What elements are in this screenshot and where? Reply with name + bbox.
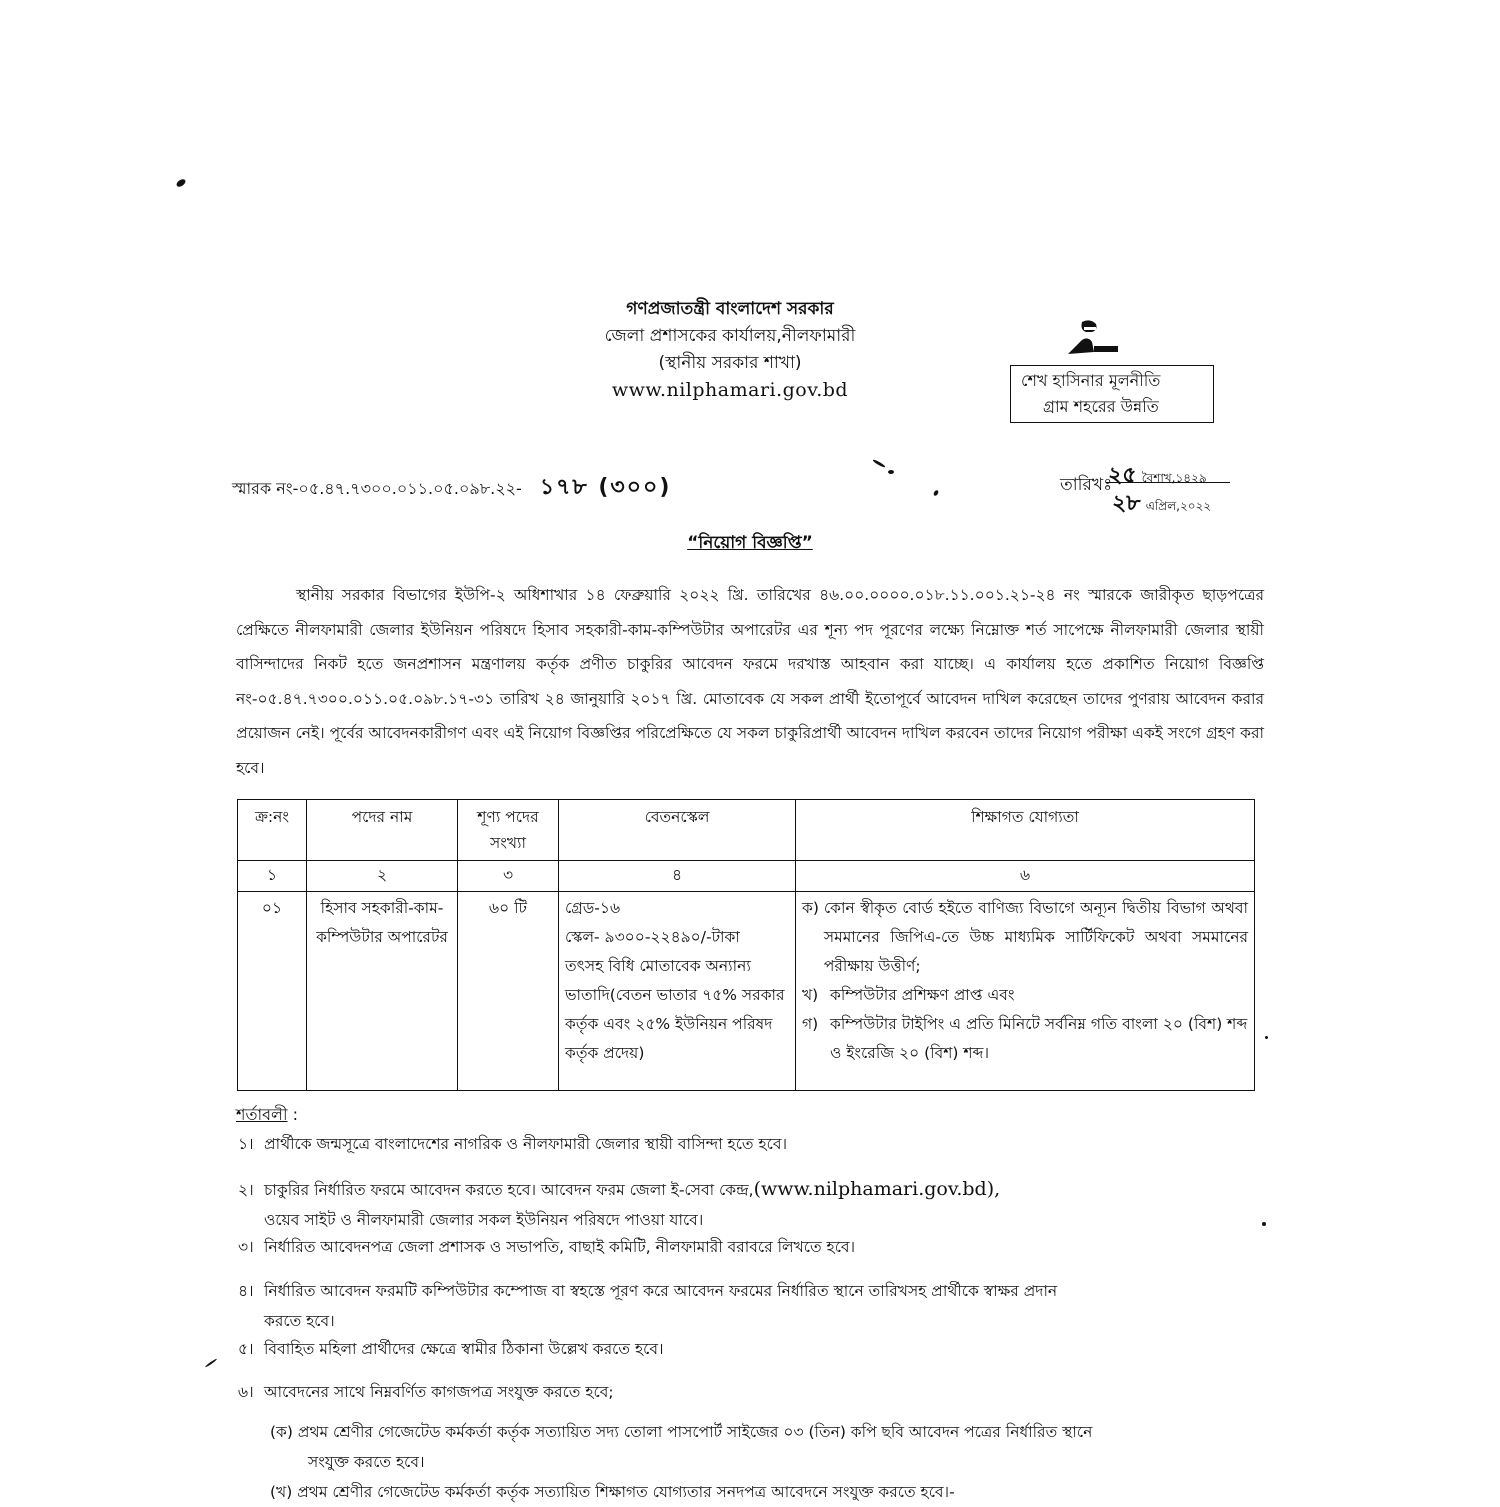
posts-table <box>237 799 1255 1091</box>
table-header-row <box>238 800 1255 861</box>
terms-heading: শর্তাবলী : <box>236 1105 299 1124</box>
branch-name: (স্থানীয় সরকার শাখা) <box>658 353 802 373</box>
scan-mark <box>872 459 886 469</box>
office-header <box>560 296 900 404</box>
memo-label: স্মারক নং-০৫.৪৭.৭৩০০.০১১.০৫.০৯৮.২২- <box>232 479 522 498</box>
qualification-item: খ) কম্পিউটার প্রশিক্ষণ প্রাপ্ত এবং <box>802 986 1015 1004</box>
pay-scale-note: তৎসহ বিধি মোতাবেক অন্যান্য ভাতাদি(বেতন ভাতার ৭৫% সরকার কর্তৃক এবং ২৫% ইউনিয়ন পরিষদ কর্তৃক প্রদেয়) <box>565 957 785 1062</box>
scan-mark <box>1265 1036 1268 1039</box>
term-item-2: ২। চাকুরির নির্ধারিত ফরমে আবেদন করতে হবে। আবেদন ফরম জেলা ই-সেবা কেন্দ্র,(www.nilphamari.gov.bd), ওয়েব সাইট ও নীলফামারী জেলার সকল ইউনিয়ন পরিষদে পাওয়া যাবে। <box>238 1178 1001 1229</box>
notice-title: “নিয়োগ বিজ্ঞপ্তি” <box>687 533 813 553</box>
column-number: ৪ <box>559 861 796 892</box>
table-row <box>238 892 1255 1091</box>
sub-item-kha: (খ) প্রথম শ্রেণীর গেজেটেড কর্মকর্তা কর্তৃক সত্যায়িত শিক্ষাগত যোগ্যতার সনদপত্র আবেদনে সংযুক্ত করতে হবে।- <box>270 1483 955 1501</box>
date-block <box>1060 458 1240 516</box>
motto-line-1: শেখ হাসিনার মূলনীতি <box>1021 371 1161 390</box>
qualification-cell <box>796 892 1255 1091</box>
header-post-name: পদের নাম <box>307 800 458 861</box>
pay-grade: গ্রেড-১৬ <box>565 899 621 917</box>
header-serial: ক্র:নং <box>238 800 307 861</box>
government-name: গণপ্রজাতন্ত্রী বাংলাদেশ সরকার <box>626 299 834 319</box>
bangla-date: ২৫ বৈশাখ,১৪২৯ <box>1108 463 1207 488</box>
header-vacancies: শূণ্য পদের সংখ্যা <box>458 800 559 861</box>
term-item-6: ৬। আবেদনের সাথে নিম্নবর্ণিত কাগজপত্র সংযুক্ত করতে হবে; <box>238 1383 614 1401</box>
motto-line-2: গ্রাম শহরের উন্নতি <box>1043 397 1159 416</box>
serial-cell: ০১ <box>238 892 307 1091</box>
qualification-item: গ) কম্পিউটার টাইপিং এ প্রতি মিনিটে সর্বনিম্ন গতি বাংলা ২০ (বিশ) শব্দ ও ইংরেজি ২০ (বিশ) শব্দ। <box>802 1015 1248 1062</box>
scan-mark <box>205 1358 218 1368</box>
e-service-link[interactable]: (www.nilphamari.gov.bd), <box>753 1178 1001 1200</box>
column-number: ১ <box>238 861 307 892</box>
post-name-cell: হিসাব সহকারী-কাম-কম্পিউটার অপারেটর <box>307 892 458 1091</box>
term-item-1: ১। প্রার্থীকে জন্মসূত্রে বাংলাদেশের নাগরিক ও নীলফামারী জেলার স্থায়ী বাসিন্দা হতে হবে। <box>238 1135 788 1153</box>
column-number: ২ <box>307 861 458 892</box>
motto-box <box>1010 365 1214 423</box>
header-qualification: শিক্ষাগত যোগ্যতা <box>796 800 1255 861</box>
term-item-4: ৪। নির্ধারিত আবেদন ফরমটি কম্পিউটার কম্পোজ বা স্বহস্তে পূরণ করে আবেদন ফরমের নির্ধারিত স্থানে তারিখসহ প্রার্থীকে স্বাক্ষর প্রদান করতে হবে। <box>238 1282 1058 1330</box>
column-number: ৬ <box>796 861 1255 892</box>
office-name: জেলা প্রশাসকের কার্যালয়,নীলফামারী <box>604 326 856 346</box>
term-item-3: ৩। নির্ধারিত আবেদনপত্র জেলা প্রশাসক ও সভাপতি, বাছাই কমিটি, নীলফামারী বরাবরে লিখতে হবে। <box>238 1238 856 1256</box>
column-number-row <box>238 861 1255 892</box>
intro-paragraph: স্থানীয় সরকার বিভাগের ইউপি-২ অধিশাখার ১৪ ফেব্রুয়ারি ২০২২ খ্রি. তারিখের ৪৬.০০.০০০০.০১৮.১১.০০১.২১-২৪ নং স্মারকে জারীকৃত ছাড়পত্রের প্রেক্ষিতে নীলফামারী জেলার ইউনিয়ন পরিষদে হিসাব সহকারী-কাম-কম্পিউটার অপারেটর এর শূন্য পদ পূরণের লক্ষ্যে নিম্নোক্ত শর্ত সাপেক্ষে নীলফামারী জেলার স্থায়ী বাসিন্দাদের নিকট হতে জনপ্রশাসন মন্ত্রণালয় কর্তৃক প্রণীত চাকুরির আবেদন ফরমে দরখাস্ত আহবান করা যাচ্ছে। এ কার্যালয় হতে প্রকাশিত নিয়োগ বিজ্ঞপ্তি নং-০৫.৪৭.৭৩০০.০১১.০৫.০৯৮.১৭-৩১ তারিখ ২৪ জানুয়ারি ২০১৭ খ্রি. মোতাবেক যে সকল প্রার্থী ইতোপূর্বে আবেদন দাখিল করেছেন তাদের পুণরায় আবেদন করার প্রয়োজন নেই। পূর্বের আবেদনকারীগণ এবং এই নিয়োগ বিজ্ঞপ্তির পরিপ্রেক্ষিতে যে সকল চাকুরিপ্রার্থী আবেদন দাখিল করবেন তাদের নিয়োগ পরীক্ষা একই সংগে গ্রহণ করা হবে। <box>236 586 1264 777</box>
memo-number <box>232 470 671 507</box>
office-website: www.nilphamari.gov.bd <box>611 379 849 401</box>
qualification-item: ক) কোন স্বীকৃত বোর্ড হইতে বাণিজ্য বিভাগে অন্যূন দ্বিতীয় বিভাগ অথবা সমমানের জিপিএ-তে উচ্চ মাধ্যমিক সার্টিফিকেট অথবা সমমানের পরীক্ষায় উত্তীর্ণ; <box>802 899 1248 975</box>
scan-mark <box>933 489 939 496</box>
memo-handwritten-number: ১৭৮ (৩০০) <box>539 475 672 500</box>
sub-item-ka: (ক) প্রথম শ্রেণীর গেজেটেড কর্মকর্তা কর্তৃক সত্যায়িত সদ্য তোলা পাসপোর্ট সাইজের ০৩ (তিন) কপি ছবি আবেদন পত্রের নির্ধারিত স্থানে সংযুক্ত করতে হবে। <box>270 1423 1093 1471</box>
scan-mark <box>175 178 187 189</box>
date-label: তারিখঃ <box>1060 475 1113 495</box>
column-number: ৩ <box>458 861 559 892</box>
term-item-5: ৫। বিবাহিত মহিলা প্রার্থীদের ক্ষেত্রে স্বামীর ঠিকানা উল্লেখ করতে হবে। <box>238 1340 664 1358</box>
pay-scale-cell <box>559 892 796 1091</box>
date-divider <box>1106 482 1230 483</box>
header-pay-scale: বেতনস্কেল <box>559 800 796 861</box>
pay-scale-range: স্কেল- ৯৩০০-২২৪৯০/-টাকা <box>565 928 740 946</box>
scan-mark <box>888 470 894 474</box>
vacancies-cell: ৬০ টি <box>458 892 559 1091</box>
portrait-emblem-icon <box>1060 318 1120 358</box>
gregorian-date: ২৮ এপ্রিল,২০২২ <box>1112 491 1212 516</box>
scan-mark <box>1262 1222 1266 1226</box>
